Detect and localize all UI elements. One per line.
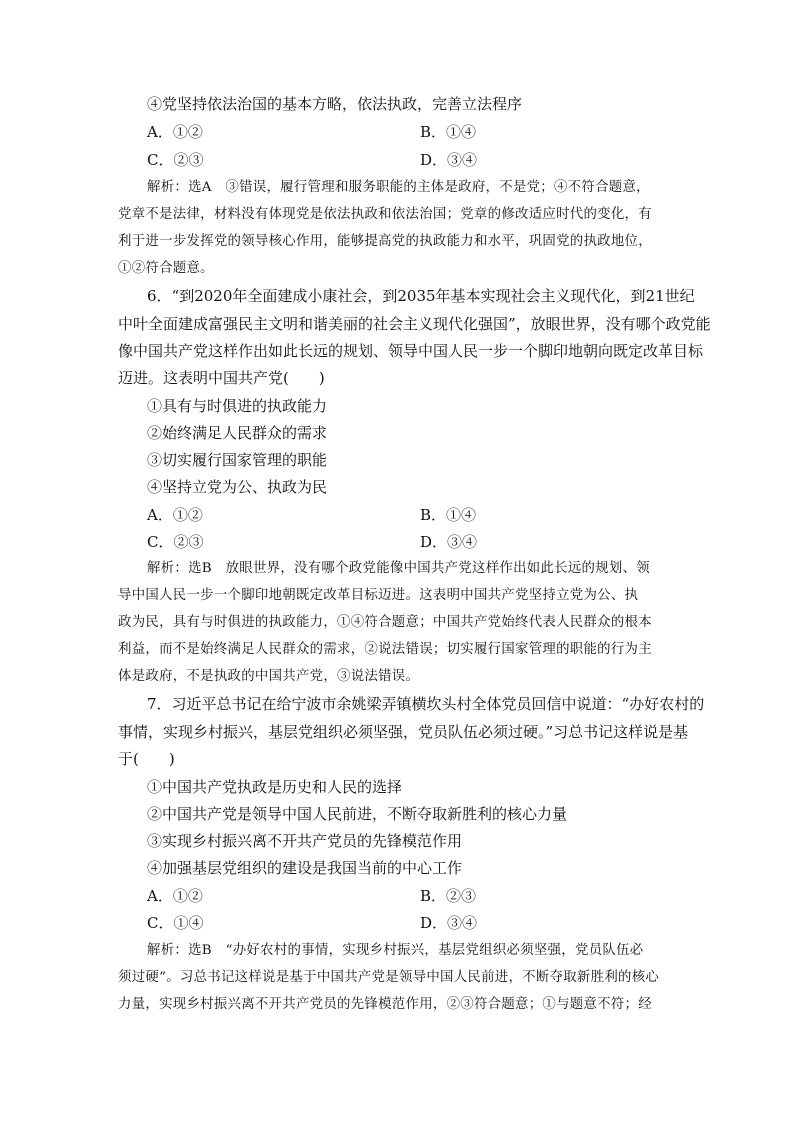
question-7-stem: 于( ) [118,750,175,768]
option-statement-3: ③切实履行国家管理的职能 [147,451,328,469]
choice-b: B．①④ [420,506,477,524]
question-6-stem: 中叶全面建成富强民主文明和谐美丽的社会主义现代化强国”，放眼世界，没有哪个政党能 [118,315,711,333]
choice-a: A．①② [147,123,203,141]
option-statement-2: ②始终满足人民群众的需求 [147,424,328,442]
option-statement-4: ④党坚持依法治国的基本方略，依法执政，完善立法程序 [147,95,523,113]
choice-b: B．①④ [420,123,477,141]
choice-d: D．③④ [420,914,478,932]
choice-a: A．①② [147,887,203,905]
choice-c: C．①④ [147,914,204,932]
explanation-line: 须过硬”。习总书记这样说是基于中国共产党是领导中国人民前进，不断夺取新胜利的核心 [118,970,660,985]
explanation-line: 政为民，具有与时俱进的执政能力，①④符合题意；中国共产党始终代表人民群众的根本 [118,615,652,630]
choice-d: D．③④ [420,533,478,551]
choice-c: C．②③ [147,151,204,169]
question-6-stem: 迈进。这表明中国共产党( ) [118,369,325,387]
option-statement-1: ①具有与时俱进的执政能力 [147,397,328,415]
explanation-line: 解析：选B 放眼世界，没有哪个政党能像中国共产党这样作出如此长远的规划、领 [147,561,650,576]
option-statement-3: ③实现乡村振兴离不开共产党员的先锋模范作用 [147,832,463,850]
question-6-stem: 6．“到2020年全面建成小康社会，到2035年基本实现社会主义现代化，到21世纪 [147,287,695,305]
explanation-line: 解析：选A ③错误，履行管理和服务职能的主体是政府，不是党；④不符合题意， [147,180,650,195]
choice-a: A．①② [147,506,203,524]
option-statement-1: ①中国共产党执政是历史和人民的选择 [147,778,403,796]
explanation-line: 力量，实现乡村振兴离不开共产党员的先锋模范作用，②③符合题意；①与题意不符；经 [118,997,652,1012]
choice-d: D．③④ [420,151,478,169]
choice-b: B．②③ [420,887,477,905]
option-statement-4: ④坚持立党为公、执政为民 [147,478,328,496]
option-statement-2: ②中国共产党是领导中国人民前进，不断夺取新胜利的核心力量 [147,805,568,823]
question-6-stem: 像中国共产党这样作出如此长远的规划、领导中国人民一步一个脚印地朝向既定改革目标 [118,342,704,360]
option-statement-4: ④加强基层党组织的建设是我国当前的中心工作 [147,859,463,877]
choice-c: C．②③ [147,533,204,551]
explanation-line: 利于进一步发挥党的领导核心作用，能够提高党的执政能力和水平，巩固党的执政地位， [118,234,652,249]
explanation-line: 利益，而不是始终满足人民群众的需求，②说法错误；切实履行国家管理的职能的行为主 [118,642,652,657]
explanation-line: 导中国人民一步一个脚印地朝既定改革目标迈进。这表明中国共产党坚持立党为公、执 [118,588,639,603]
explanation-line: 解析：选B “办好农村的事情，实现乡村振兴，基层党组织必须坚强，党员队伍必 [147,943,644,958]
explanation-line: 党章不是法律，材料没有体现党是依法执政和依法治国；党章的修改适应时代的变化，有 [118,207,652,222]
question-7-stem: 7．习近平总书记在给宁波市余姚梁弄镇横坎头村全体党员回信中说道：“办好农村的 [147,695,705,713]
explanation-line: 体是政府，不是执政的中国共产党，③说法错误。 [118,669,420,684]
question-7-stem: 事情，实现乡村振兴，基层党组织必须坚强，党员队伍必须过硬。”习总书记这样说是基 [118,723,689,741]
explanation-line: ①②符合题意。 [118,261,214,276]
